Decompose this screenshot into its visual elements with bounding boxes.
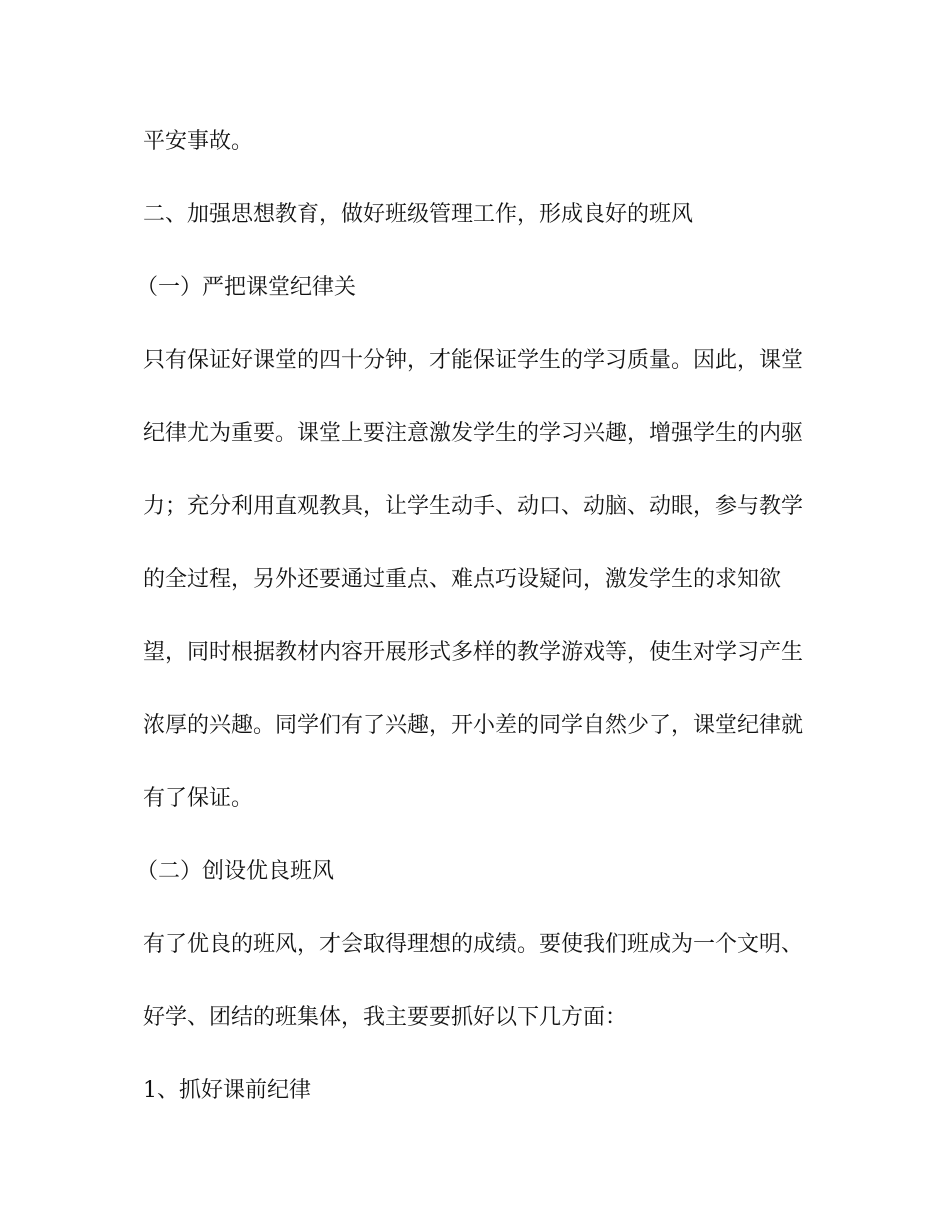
section-heading-2: 二、加强思想教育，做好班级管理工作，形成良好的班风 bbox=[143, 202, 694, 227]
paragraph-line: 有了保证。 bbox=[143, 786, 254, 811]
list-item-heading-1: 1、抓好课前纪律 bbox=[143, 1078, 311, 1103]
paragraph-line: 的全过程，另外还要通过重点、难点巧设疑问，激发学生的求知欲 bbox=[143, 567, 782, 592]
paragraph-line: 纪律尤为重要。课堂上要注意激发学生的学习兴趣，增强学生的内驱 bbox=[143, 421, 804, 446]
paragraph-line: 浓厚的兴趣。同学们有了兴趣，开小差的同学自然少了，课堂纪律就 bbox=[143, 713, 804, 738]
paragraph-line: 好学、团结的班集体，我主要要抓好以下几方面： bbox=[143, 1005, 628, 1030]
paragraph-line: 望，同时根据教材内容开展形式多样的教学游戏等，使生对学习产生 bbox=[143, 640, 804, 665]
paragraph-line: 有了优良的班风，才会取得理想的成绩。要使我们班成为一个文明、 bbox=[143, 932, 804, 957]
subsection-heading-1: （一）严把课堂纪律关 bbox=[136, 275, 357, 300]
text-line-accident-end: 平安事故。 bbox=[143, 129, 254, 154]
subsection-heading-2: （二）创设优良班风 bbox=[136, 859, 335, 884]
paragraph-line: 力；充分利用直观教具，让学生动手、动口、动脑、动眼，参与教学 bbox=[143, 494, 804, 519]
paragraph-line: 只有保证好课堂的四十分钟，才能保证学生的学习质量。因此，课堂 bbox=[143, 348, 804, 373]
